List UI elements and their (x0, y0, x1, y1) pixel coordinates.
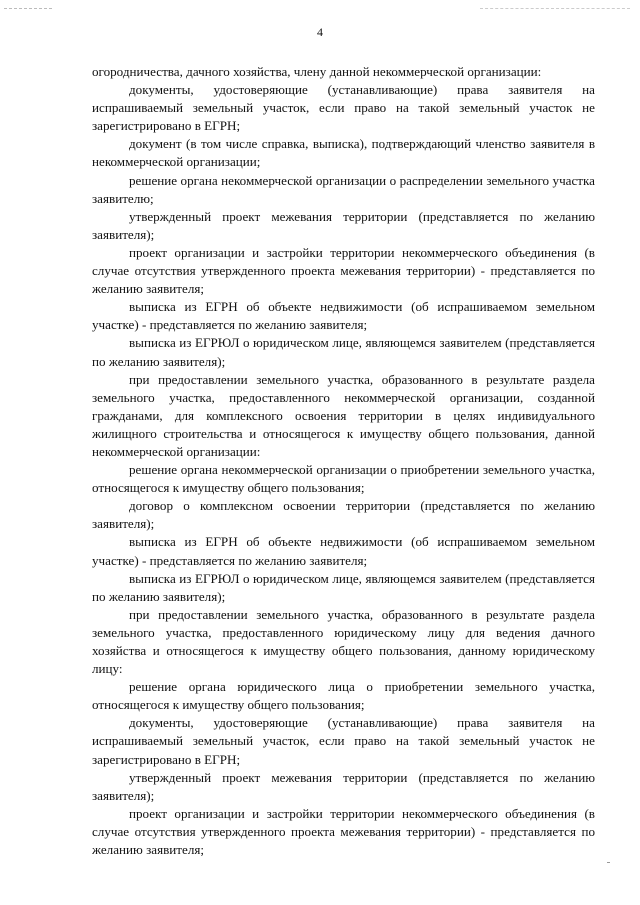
paragraph: утвержденный проект межевания территории (представляется по желанию заявителя); (92, 769, 595, 803)
paragraph: документ (в том числе справка, выписка), подтверждающий членство заявителя в некоммерческой организации; (92, 136, 595, 170)
paragraph: договор о комплексном освоении территории (представляется по желанию заявителя); (92, 498, 595, 532)
paragraph: выписка из ЕГРН об объекте недвижимости (об испрашиваемом земельном участке) - представляется по желанию заявителя; (92, 534, 595, 568)
paragraph: решение органа некоммерческой организации о распределении земельного участка заявителю; (92, 172, 595, 206)
paragraph: проект организации и застройки территории некоммерческого объединения (в случае отсутствия утвержденного проекта межевания территории) - представляется по желанию заявителя; (92, 805, 595, 858)
document-body (92, 63, 595, 859)
paragraph: выписка из ЕГРЮЛ о юридическом лице, являющемся заявителем (представляется по желанию заявителя); (92, 570, 595, 604)
paragraph: решение органа юридического лица о приобретении земельного участка, относящегося к имуществу общего пользования; (92, 679, 595, 713)
paragraph: проект организации и застройки территории некоммерческого объединения (в случае отсутствия утвержденного проекта межевания территории) - представляется по желанию заявителя; (92, 244, 595, 297)
paragraph: выписка из ЕГРЮЛ о юридическом лице, являющемся заявителем (представляется по желанию заявителя); (92, 335, 595, 369)
paragraph: при предоставлении земельного участка, образованного в результате раздела земельного участка, предоставленного некоммерческой организации, созданной гражданами, для комплексного освоения территории в целях индивидуального жилищного строительства и относящегося к имуществу общего пользования, данной некоммерческой организации: (92, 371, 595, 459)
scan-edge-mark-right (480, 8, 630, 9)
page-number: 4 (317, 25, 323, 39)
scan-edge-mark-left (4, 8, 52, 9)
scan-artifact (607, 862, 610, 863)
paragraph: решение органа некоммерческой организации о приобретении земельного участка, относящегося к имуществу общего пользования; (92, 462, 595, 496)
paragraph: огородничества, дачного хозяйства, члену данной некоммерческой организации: (92, 64, 542, 79)
paragraph: утвержденный проект межевания территории (представляется по желанию заявителя); (92, 208, 595, 242)
paragraph: документы, удостоверяющие (устанавливающие) права заявителя на испрашиваемый земельный участок, если право на такой земельный участок не зарегистрировано в ЕГРН; (92, 82, 595, 134)
paragraph: документы, удостоверяющие (устанавливающие) права заявителя на испрашиваемый земельный участок, если право на такой земельный участок не зарегистрировано в ЕГРН; (92, 715, 595, 767)
paragraph: при предоставлении земельного участка, образованного в результате раздела земельного участка, предоставленного юридическому лицу для ведения дачного хозяйства и относящегося к имуществу общего пользования, данному юридическому лицу: (92, 606, 595, 677)
paragraph: выписка из ЕГРН об объекте недвижимости (об испрашиваемом земельном участке) - представляется по желанию заявителя; (92, 299, 595, 333)
